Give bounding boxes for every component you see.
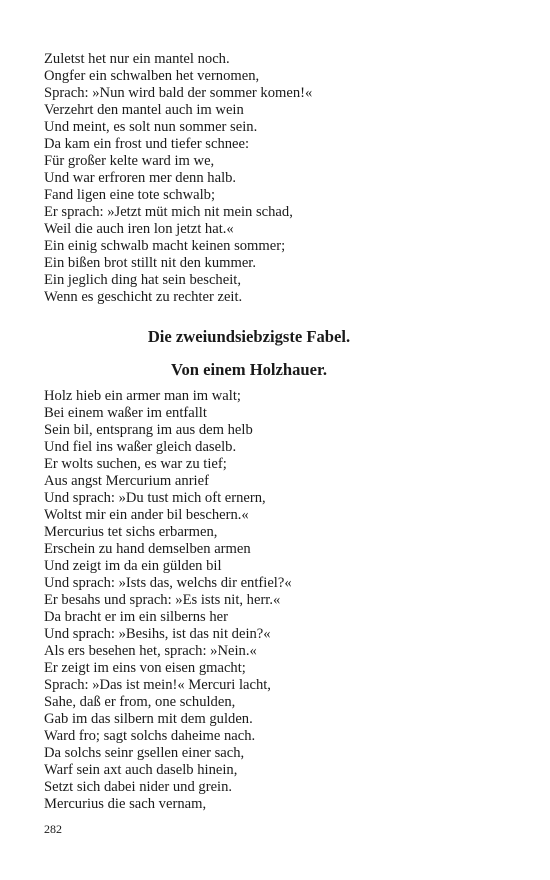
fable-title: Die zweiundsiebzigste Fabel.	[147, 327, 351, 346]
poem-line: Sein bil, entsprang im aus dem helb	[44, 422, 253, 438]
poem-line: Mercurius tet sichs erbarmen,	[44, 524, 218, 540]
poem-line: Sprach: »Das ist mein!« Mercuri lacht,	[44, 677, 271, 693]
poem-line: Er besahs und sprach: »Es ists nit, herr.«	[44, 592, 281, 608]
poem-line: Holz hieb ein armer man im walt;	[44, 388, 241, 404]
poem-fable-text	[44, 388, 514, 813]
poem-line: Als ers besehen het, sprach: »Nein.«	[44, 643, 257, 659]
poem-line: Ein einig schwalb macht keinen sommer;	[44, 238, 286, 254]
poem-line: Aus angst Mercurium anrief	[44, 473, 209, 489]
fable-subtitle: Von einem Holzhauer.	[171, 360, 327, 379]
poem-line: Fand ligen eine tote schwalb;	[44, 187, 216, 203]
poem-line: Gab im das silbern mit dem gulden.	[44, 711, 253, 727]
poem-line: Da bracht er im ein silberns her	[44, 609, 228, 625]
poem-line: Und zeigt im da ein gülden bil	[44, 558, 222, 574]
poem-line: Ongfer ein schwalben het vernomen,	[44, 68, 260, 84]
poem-line: Mercurius die sach vernam,	[44, 796, 207, 812]
poem-line: Verzehrt den mantel auch im wein	[44, 102, 244, 118]
poem-line: Und meint, es solt nun sommer sein.	[44, 119, 258, 135]
poem-line: Für großer kelte ward im we,	[44, 153, 215, 169]
poem-line: Ein bißen brot stillt nit den kummer.	[44, 255, 256, 271]
poem-line: Er wolts suchen, es war zu tief;	[44, 456, 227, 472]
poem-line: Zuletst het nur ein mantel noch.	[44, 51, 230, 67]
page-number: 282	[44, 822, 62, 836]
poem-line: Und sprach: »Besihs, ist das nit dein?«	[44, 626, 271, 642]
poem-line: Er zeigt im eins von eisen gmacht;	[44, 660, 246, 676]
poem-line: Sprach: »Nun wird bald der sommer komen!«	[44, 85, 313, 101]
poem-line: Er sprach: »Jetzt müt mich nit mein schad,	[44, 204, 293, 220]
poem-line: Und sprach: »Ists das, welchs dir entfiel?«	[44, 575, 292, 591]
poem-line: Und war erfroren mer denn halb.	[44, 170, 237, 186]
poem-line: Sahe, daß er from, one schulden,	[44, 694, 236, 710]
poem-line: Warf sein axt auch daselb hinein,	[44, 762, 238, 778]
poem-line: Da solchs seinr gsellen einer sach,	[44, 745, 245, 761]
poem-line: Ein jeglich ding hat sein bescheit,	[44, 272, 241, 288]
poem-line: Setzt sich dabei nider und grein.	[44, 779, 233, 795]
poem-line: Woltst mir ein ander bil beschern.«	[44, 507, 249, 523]
poem-line: Weil die auch iren lon jetzt hat.«	[44, 221, 234, 237]
poem-line: Wenn es geschicht zu rechter zeit.	[44, 289, 243, 305]
poem-line: Da kam ein frost und tiefer schnee:	[44, 136, 250, 152]
poem-line: Und sprach: »Du tust mich oft ernern,	[44, 490, 266, 506]
poem-stanza-continuation	[44, 51, 514, 306]
poem-line: Ward fro; sagt solchs daheime nach.	[44, 728, 256, 744]
poem-line: Erschein zu hand demselben armen	[44, 541, 251, 557]
poem-line: Bei einem waßer im entfallt	[44, 405, 207, 421]
poem-line: Und fiel ins waßer gleich daselb.	[44, 439, 237, 455]
